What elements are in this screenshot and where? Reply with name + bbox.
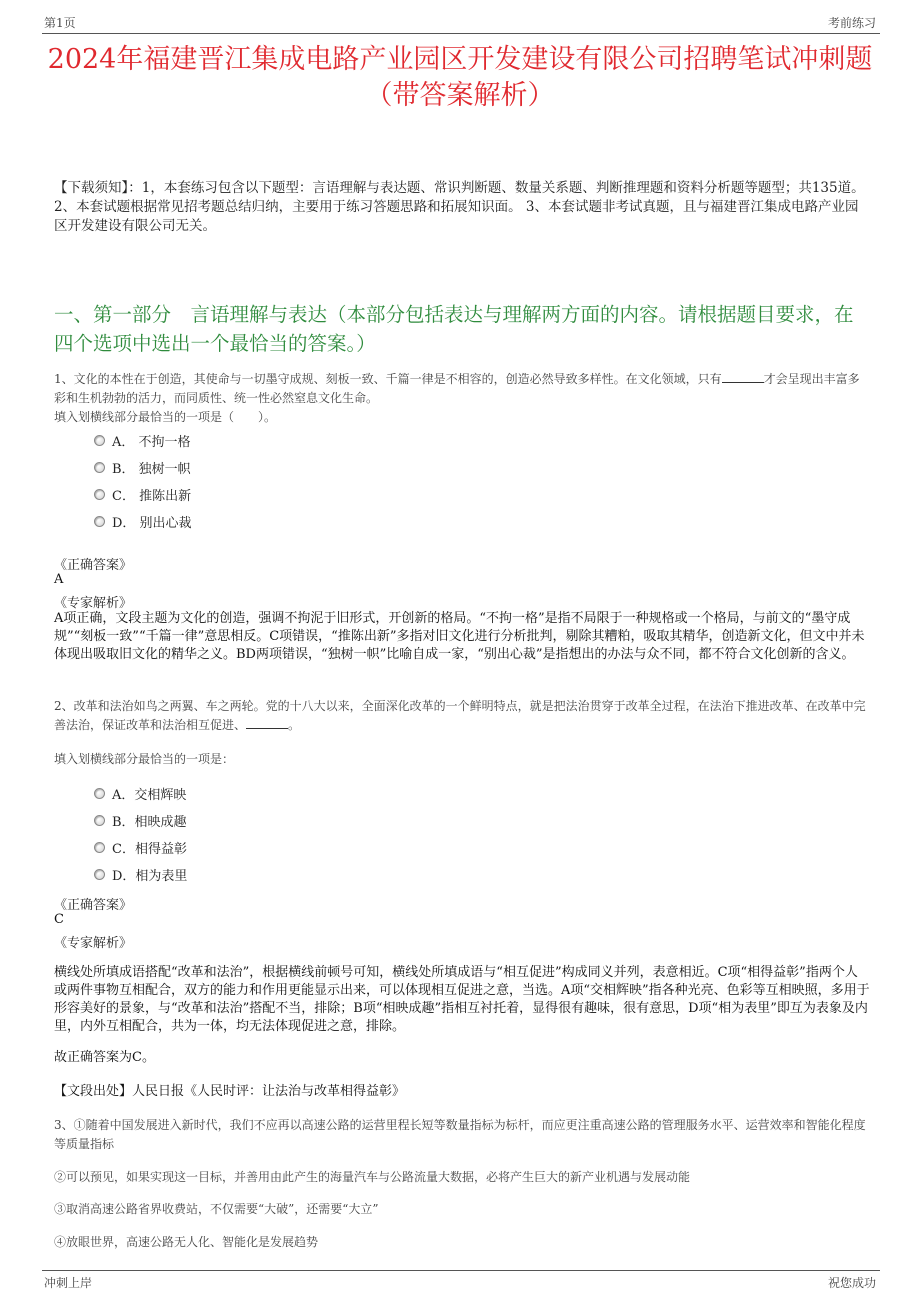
option-label: A．交相辉映 xyxy=(112,787,187,803)
option-label: B．相映成趣 xyxy=(112,814,187,830)
footer-left-text: 冲刺上岸 xyxy=(44,1276,93,1290)
page-number: 第1页 xyxy=(44,16,76,30)
document-title: 2024年福建晋江集成电路产业园区开发建设有限公司招聘笔试冲刺题（带答案解析） xyxy=(47,44,873,111)
question-2-option-c[interactable] xyxy=(94,837,187,857)
question-1-answer: A xyxy=(54,572,64,587)
question-2-option-b[interactable] xyxy=(94,810,187,830)
question-2-option-d[interactable] xyxy=(94,864,187,884)
question-1-stem-part-b: 才会呈现出丰富多彩和生机勃勃的活力，而同质性、统一性必然窒息文化生命。 xyxy=(54,372,860,405)
answer-blank xyxy=(246,716,288,729)
footer-right-text: 祝您成功 xyxy=(827,1276,876,1290)
question-3-sentence-2: ②可以预见，如果实现这一目标，并善用由此产生的海量汽车与公路流量大数据，必将产生巨大的新产业机遇与发展动能 xyxy=(54,1170,691,1184)
option-label: B． 独树一帜 xyxy=(112,461,191,477)
question-2-answer: C xyxy=(54,912,64,927)
question-2-stem-end: 。 xyxy=(288,718,301,732)
option-label: C．相得益彰 xyxy=(112,841,187,857)
question-1-option-b[interactable] xyxy=(94,457,191,477)
option-label: C． 推陈出新 xyxy=(112,488,192,504)
radio-button-icon[interactable] xyxy=(94,435,105,446)
question-2-source: 【文段出处】人民日报《人民时评：让法治与改革相得益彰》 xyxy=(54,1084,406,1099)
footer-divider xyxy=(42,1270,880,1271)
question-1-stem xyxy=(54,370,870,408)
radio-button-icon[interactable] xyxy=(94,842,105,853)
answer-blank xyxy=(722,370,764,383)
radio-button-icon[interactable] xyxy=(94,516,105,527)
radio-button-icon[interactable] xyxy=(94,869,105,880)
question-2-conclusion: 故正确答案为C。 xyxy=(54,1050,155,1065)
question-1-analysis: A项正确，文段主题为文化的创造，强调不拘泥于旧形式，开创新的格局。“不拘一格”是指不局限于一种规格或一个格局，与前文的“墨守成规”“刻板一致”“千篇一律”意思相反。C项错误，“推陈出新”多指对旧文化进行分析批判，剔除其糟粕，吸取其精华，创造新文化，但文中并未体现出吸取旧文化的精华之义。BD两项错误，“独树一帜”比喻自成一家，“别出心裁”是指想出的办法与众不同，都不符合文化创新的含义。 xyxy=(54,611,865,662)
question-2-answer-label: 《正确答案》 xyxy=(54,898,133,913)
question-2-analysis-label: 《专家解析》 xyxy=(54,936,133,951)
question-2-option-a[interactable] xyxy=(94,783,186,803)
question-2-stem xyxy=(54,697,870,735)
question-1-analysis-label: 《专家解析》 xyxy=(54,596,133,611)
question-1-option-a[interactable] xyxy=(94,430,191,450)
option-label: A． 不拘一格 xyxy=(112,434,191,450)
option-label: D． 别出心裁 xyxy=(112,515,192,531)
option-label: D．相为表里 xyxy=(112,868,188,884)
question-2-analysis: 横线处所填成语搭配“改革和法治”，根据横线前顿号可知，横线处所填成语与“相互促进”构成同义并列，表意相近。C项“相得益彰”指两个人或两件事物互相配合，双方的能力和作用更能显示出来，可以体现相互促进之意，当选。A项“交相辉映”指各种光亮、色彩等互相映照，多用于形容美好的景象，与“改革和法治”搭配不当，排除；B项“相映成趣”指相互衬托着，显得很有趣味，很有意思，D项“相为表里”即互为表象及内里，内外互相配合，共为一体，均无法体现促进之意，排除。 xyxy=(54,965,870,1034)
radio-button-icon[interactable] xyxy=(94,788,105,799)
radio-button-icon[interactable] xyxy=(94,462,105,473)
radio-button-icon[interactable] xyxy=(94,489,105,500)
question-2-stem-text: 2、改革和法治如鸟之两翼、车之两轮。党的十八大以来，全面深化改革的一个鲜明特点，就是把法治贯穿于改革全过程，在法治下推进改革、在改革中完善法治，保证改革和法治相互促进、 xyxy=(54,699,866,732)
section-heading: 一、第一部分 言语理解与表达（本部分包括表达与理解两方面的内容。请根据题目要求，在四个选项中选出一个最恰当的答案。） xyxy=(54,303,854,355)
question-1-answer-label: 《正确答案》 xyxy=(54,558,133,573)
question-3-stem: 3、①随着中国发展进入新时代，我们不应再以高速公路的运营里程长短等数量指标为标杆，而应更注重高速公路的管理服务水平、运营效率和智能化程度等质量指标 xyxy=(54,1118,866,1151)
question-2-prompt: 填入划横线部分最恰当的一项是： xyxy=(54,752,235,766)
question-1-stem-part-a: 1、文化的本性在于创造，其使命与一切墨守成规、刻板一致、千篇一律是不相容的，创造必然导致多样性。在文化领域，只有 xyxy=(54,372,722,386)
question-1-prompt: 填入划横线部分最恰当的一项是（ ）。 xyxy=(54,410,277,424)
question-3-sentence-3: ③取消高速公路省界收费站，不仅需要“大破”，还需要“大立” xyxy=(54,1202,379,1216)
question-1-option-d[interactable] xyxy=(94,511,192,531)
header-divider xyxy=(42,33,880,34)
download-notice: 【下载须知】：1，本套练习包含以下题型：言语理解与表达题、常识判断题、数量关系题、判断推理题和资料分析题等题型；共135道。 2、本套试题根据常见招考题总结归纳，主要用于练习答题思路和拓展知识面。 3、本套试题非考试真题，且与福建晋江集成电路产业园区开发建设有限公司无关。 xyxy=(54,180,865,234)
radio-button-icon[interactable] xyxy=(94,815,105,826)
question-3-sentence-4: ④放眼世界，高速公路无人化、智能化是发展趋势 xyxy=(54,1235,319,1249)
question-1-option-c[interactable] xyxy=(94,484,191,504)
header-tag: 考前练习 xyxy=(827,16,876,30)
